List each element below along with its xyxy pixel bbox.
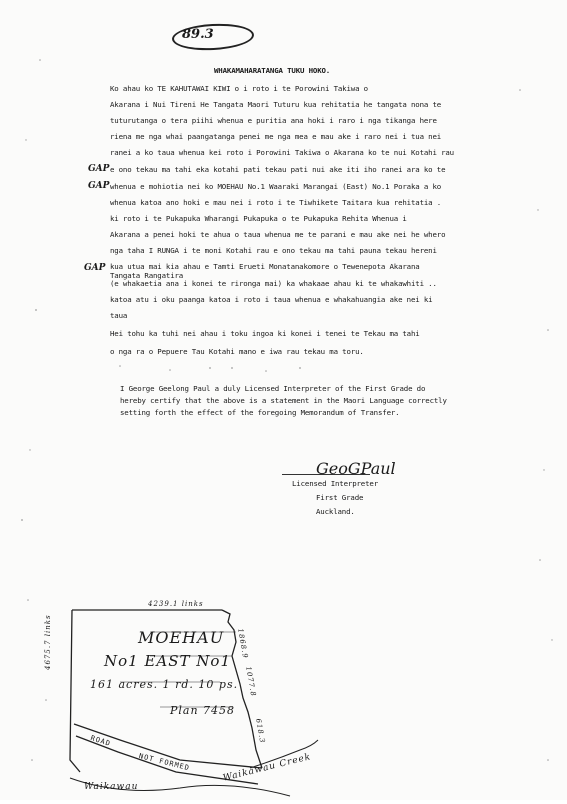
plan-name: MOEHAU bbox=[138, 628, 225, 647]
stream-label: Waikawau bbox=[84, 782, 139, 792]
plan-number: Plan 7458 bbox=[170, 704, 236, 717]
plan-left-measure: 4675.7 links bbox=[44, 614, 52, 670]
signature-line bbox=[282, 474, 370, 475]
road-label: NOT FORMED bbox=[138, 752, 191, 773]
road-label: ROAD bbox=[89, 734, 112, 749]
plan-right-measure: 618.3 bbox=[254, 718, 267, 745]
body-line: ranei a ko taua whenua kei roto i Porowini Takiwa o Akarana ko te nui Kotahi rau bbox=[110, 148, 454, 157]
body-line: Tangata Rangatira bbox=[110, 271, 184, 280]
signoff-place: Auckland. bbox=[316, 507, 355, 516]
survey-plan bbox=[0, 600, 567, 800]
plan-right-measure: 1868.9 bbox=[236, 628, 250, 660]
certificate-line: hereby certify that the above is a statement in the Maori Language correctly bbox=[120, 396, 447, 405]
stream-label: Waikawau Creek bbox=[222, 752, 313, 784]
margin-initials: GAP bbox=[88, 181, 110, 191]
body-line: (e whakaetia ana i konei te rironga mai) ka whakaae ahau ki te whakawhiti .. bbox=[110, 279, 437, 288]
plan-block: No1 EAST No1 bbox=[104, 652, 231, 670]
signoff-grade: First Grade bbox=[316, 493, 364, 502]
body-line: taua bbox=[110, 311, 128, 320]
body-line: ki roto i te Pukapuka Wharangi Pukapuka o te Pukapuka Rehita Whenua i bbox=[110, 214, 407, 223]
signoff-role: Licensed Interpreter bbox=[292, 479, 378, 488]
certificate-line: I George Geelong Paul a duly Licensed Interpreter of the First Grade do bbox=[120, 384, 426, 393]
plan-boundary bbox=[0, 600, 567, 800]
body-line: nga taha I RUNGA i te moni Kotahi rau e ono tekau ma tahi pauna tekau hereni bbox=[110, 246, 437, 255]
body-line: katoa atu i oku paanga katoa i roto i taua whenua e whakahuangia ake nei ki bbox=[110, 295, 433, 304]
body-line: o nga ra o Pepuere Tau Kotahi mano e iwa rau tekau ma toru. bbox=[110, 347, 364, 356]
body-line: Ko ahau ko TE KAHUTAWAI KIWI o i roto i te Porowini Takiwa o bbox=[110, 84, 368, 93]
plan-area: 161 acres. 1 rd. 10 ps. bbox=[90, 678, 239, 691]
body-line: tuturutanga o tera piihi whenua e puritia ana hoki i raro i nga tikanga here bbox=[110, 116, 437, 125]
reference-number: 89.3 bbox=[182, 27, 214, 42]
body-line: Hei tohu ka tuhi nei ahau i toku ingoa ki konei i tenei te Tekau ma tahi bbox=[110, 329, 420, 338]
body-line: kua utua mai kia ahau e Tamti Erueti Monatanakomore o Tewenepota Akarana bbox=[110, 262, 420, 271]
margin-initials: GAP bbox=[88, 164, 110, 174]
body-line: e ono tekau ma tahi eka kotahi pati tekau pati nui ake iti iho ranei ara ko te bbox=[110, 165, 446, 174]
margin-initials: GAP bbox=[84, 263, 106, 273]
body-line: riena me nga whai paangatanga penei me nga mea e mau ake i raro nei i tua nei bbox=[110, 132, 442, 141]
plan-right-measure: 1077.8 bbox=[244, 666, 258, 698]
body-line: Akarana i Nui Tireni He Tangata Maori Tuturu kua rehitatia he tangata nona te bbox=[110, 100, 442, 109]
document-title: WHAKAMAHARATANGA TUKU HOKO. bbox=[214, 66, 331, 75]
body-line: whenua e mohiotia nei ko MOEHAU No.1 Waaraki Marangai (East) No.1 Poraka a ko bbox=[110, 182, 442, 191]
certificate-line: setting forth the effect of the foregoing Memorandum of Transfer. bbox=[120, 408, 400, 417]
interpreter-signature: GeoGPaul bbox=[316, 459, 396, 478]
plan-top-measure: 4239.1 links bbox=[148, 600, 204, 608]
body-line: Akarana a penei hoki te ahua o taua whenua me te parani e mau ake nei he whero bbox=[110, 230, 446, 239]
body-line: whenua katoa ano hoki e mau nei i roto i te Tiwhikete Taitara kua rehitatia . bbox=[110, 198, 442, 207]
